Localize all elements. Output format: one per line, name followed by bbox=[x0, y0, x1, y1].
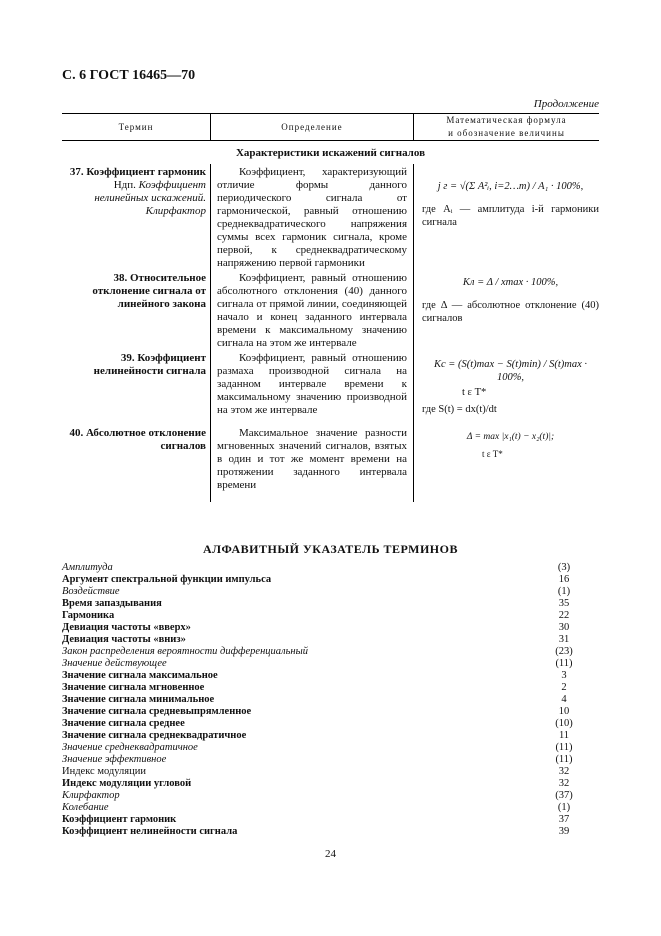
column-header-formula: Математическая формула и обозначение величины bbox=[414, 114, 600, 141]
index-term: Значение среднеквадратичное bbox=[62, 742, 198, 753]
terms-table bbox=[62, 113, 599, 502]
index-number: 32 bbox=[558, 766, 570, 777]
index-entry bbox=[62, 742, 584, 754]
index-term: Значение действующее bbox=[62, 658, 167, 669]
term-main: 40. Абсолютное отклонение сигналов bbox=[69, 427, 206, 452]
index-number: (11) bbox=[555, 754, 573, 765]
index-number: 30 bbox=[558, 622, 570, 633]
formula: Kл = Δ / xmax · 100%, bbox=[462, 277, 559, 288]
table-row bbox=[62, 270, 599, 350]
term-main: 38. Относительное отклонение сигнала от линейного закона bbox=[92, 272, 206, 310]
index-entry bbox=[62, 586, 584, 598]
term-cell bbox=[62, 350, 211, 417]
term-main: 37. Коэффициент гармоник bbox=[69, 166, 206, 178]
index-number: (1) bbox=[557, 586, 571, 597]
formula-cell bbox=[414, 164, 600, 270]
index-term: Коэффициент гармоник bbox=[62, 814, 177, 825]
formula-note: где Aᵢ — амплитуда i-й гармоники сигнала bbox=[422, 204, 599, 228]
index-number: 2 bbox=[561, 682, 567, 693]
term-alt bbox=[66, 179, 206, 218]
index-term: Коэффициент нелинейности сигнала bbox=[62, 826, 238, 837]
formula-note: где Δ — абсолютное отклонение (40) сигналов bbox=[422, 300, 599, 324]
index-entry bbox=[62, 634, 584, 646]
index-entry bbox=[62, 814, 584, 826]
index-term: Значение эффективное bbox=[62, 754, 167, 765]
index-entry bbox=[62, 718, 584, 730]
formula-note: где S(t) = dx(t)/dt bbox=[422, 404, 497, 415]
index-title: АЛФАВИТНЫЙ УКАЗАТЕЛЬ ТЕРМИНОВ bbox=[203, 542, 458, 556]
index-term: Значение сигнала минимальное bbox=[62, 694, 215, 705]
index-term: Значение сигнала среднеквадратичное bbox=[62, 730, 247, 741]
page-header: С. 6 ГОСТ 16465—70 bbox=[62, 68, 196, 83]
index-entry bbox=[62, 766, 584, 778]
index-number: (1) bbox=[557, 802, 571, 813]
table-row bbox=[62, 417, 599, 502]
index-term: Значение сигнала средневыпрямленное bbox=[62, 706, 252, 717]
index-number: 16 bbox=[558, 574, 570, 585]
index-term: Аргумент спектральной функции импульса bbox=[62, 574, 272, 585]
index-number: (23) bbox=[555, 646, 573, 657]
term-main: 39. Коэффициент нелинейности сигнала bbox=[93, 352, 206, 377]
section-title: Характеристики искажений сигналов bbox=[235, 147, 426, 159]
term-alt-text: Коэффициент нелинейных искажений. Клирфактор bbox=[94, 179, 206, 217]
formula: Kс = (S(t)max − S(t)min) / S(t)max · 100%, bbox=[434, 359, 587, 383]
index-term: Значение сигнала мгновенное bbox=[62, 682, 205, 693]
index-list bbox=[62, 562, 584, 838]
index-term: Клирфактор bbox=[62, 790, 120, 801]
index-entry bbox=[62, 790, 584, 802]
index-entry bbox=[62, 706, 584, 718]
term-cell bbox=[62, 417, 211, 502]
index-term: Воздействие bbox=[62, 586, 120, 597]
index-entry bbox=[62, 754, 584, 766]
page-number: 24 bbox=[325, 848, 336, 860]
index-number: 22 bbox=[558, 610, 570, 621]
term-cell bbox=[62, 270, 211, 350]
index-entry bbox=[62, 598, 584, 610]
index-term: Закон распределения вероятности дифференциальный bbox=[62, 646, 308, 657]
term-cell bbox=[62, 164, 211, 270]
table-row bbox=[62, 164, 599, 270]
index-number: 31 bbox=[558, 634, 570, 645]
index-entry bbox=[62, 694, 584, 706]
formula-subscript: t ε T* bbox=[482, 449, 503, 459]
term-alt-prefix: Ндп. bbox=[113, 179, 139, 191]
index-entry bbox=[62, 730, 584, 742]
index-number: 39 bbox=[558, 826, 570, 837]
index-number: 10 bbox=[558, 706, 570, 717]
formula-cell bbox=[414, 417, 600, 502]
index-entry bbox=[62, 562, 584, 574]
index-term: Индекс модуляции bbox=[62, 766, 146, 777]
index-number: 3 bbox=[561, 670, 567, 681]
index-number: (10) bbox=[555, 718, 573, 729]
formula: Δ = max |x₁(t) − x₂(t)|; bbox=[466, 432, 555, 442]
formula: j г = √(Σ A²ᵢ, i=2…m) / A₁ · 100%, bbox=[437, 181, 584, 192]
index-term: Амплитуда bbox=[62, 562, 113, 573]
formula-cell bbox=[414, 270, 600, 350]
index-term: Значение сигнала среднее bbox=[62, 718, 185, 729]
index-number: (11) bbox=[555, 658, 573, 669]
index-entry bbox=[62, 802, 584, 814]
index-number: 11 bbox=[558, 730, 570, 741]
index-number: 4 bbox=[561, 694, 567, 705]
index-term: Индекс модуляции угловой bbox=[62, 778, 192, 789]
index-term: Девиация частоты «вниз» bbox=[62, 634, 186, 645]
index-term: Время запаздывания bbox=[62, 598, 162, 609]
continuation-label: Продолжение bbox=[533, 98, 599, 110]
index-entry bbox=[62, 658, 584, 670]
formula-subscript: t ε T* bbox=[462, 387, 487, 398]
index-entry bbox=[62, 610, 584, 622]
table-row bbox=[62, 350, 599, 417]
index-entry bbox=[62, 826, 584, 838]
index-number: 37 bbox=[558, 814, 570, 825]
index-entry bbox=[62, 646, 584, 658]
index-term: Значение сигнала максимальное bbox=[62, 670, 218, 681]
index-number: 32 bbox=[558, 778, 570, 789]
formula-cell bbox=[414, 350, 600, 417]
index-term: Гармоника bbox=[62, 610, 115, 621]
index-term: Девиация частоты «вверх» bbox=[62, 622, 191, 633]
index-term: Колебание bbox=[62, 802, 109, 813]
index-entry bbox=[62, 778, 584, 790]
section-row bbox=[62, 141, 599, 165]
index-number: (3) bbox=[557, 562, 571, 573]
index-number: (37) bbox=[555, 790, 573, 801]
index-entry bbox=[62, 682, 584, 694]
index-number: 35 bbox=[558, 598, 570, 609]
definition-cell: Максимальное значение разности мгновенных значений сигналов, взятых в один и тот же момент времени на протяжении заданного интервала времени bbox=[211, 417, 414, 502]
column-header-definition: Определение bbox=[211, 114, 414, 141]
index-entry bbox=[62, 670, 584, 682]
table-header-row bbox=[62, 114, 599, 141]
index-entry bbox=[62, 622, 584, 634]
definition-cell: Коэффициент, равный отношению абсолютного отклонения (40) данного сигнала от прямой линии, соединяющей начало и конец заданного интервала времени к максимальному значению сигнала на этом же интервале bbox=[211, 270, 414, 350]
column-header-term: Термин bbox=[62, 114, 211, 141]
definition-cell: Коэффициент, равный отношению размаха производной сигнала на заданном интервале времени к максимальному значению производной на этом же интервале bbox=[211, 350, 414, 417]
index-number: (11) bbox=[555, 742, 573, 753]
definition-cell: Коэффициент, характеризующий отличие формы данного периодического сигнала от гармонической, равный отношению среднеквадратического напряжения суммы всех гармоник сигнала, кроме первой, к среднеквадратическому напряжению первой гармоники bbox=[211, 164, 414, 270]
index-entry bbox=[62, 574, 584, 586]
